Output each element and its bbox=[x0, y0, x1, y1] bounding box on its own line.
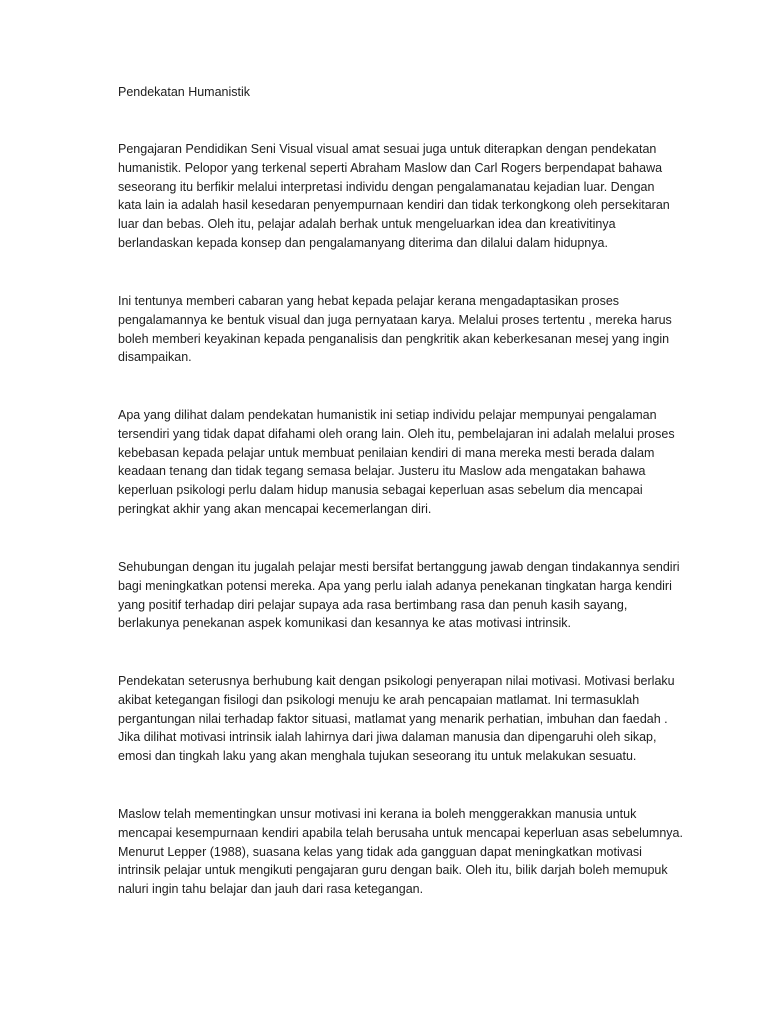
text-line: peringkat akhir yang akan mencapai kecemerlangan diri. bbox=[118, 501, 432, 516]
text-line: Pendekatan seterusnya berhubung kait dengan psikologi penyerapan nilai motivasi. Motivasi berlaku bbox=[118, 674, 675, 688]
text-line: berlakunya penekanan aspek komunikasi dan kesannya ke atas motivasi intrinsik. bbox=[118, 616, 572, 631]
text-line: luar dan bebas. Oleh itu, pelajar adalah berhak untuk mengeluarkan idea dan kreativitinya bbox=[118, 217, 616, 232]
text-line: mencapai kesempurnaan kendiri apabila telah berusaha untuk mencapai keperluan asas sebelumnya. bbox=[118, 825, 683, 840]
text-line: boleh memberi keyakinan kepada penganalisis dan pengkritik akan keberkesanan mesej yang ingin bbox=[118, 331, 670, 346]
paragraph-4 bbox=[118, 558, 680, 633]
text-line: kebebasan kepada pelajar untuk membuat penilaian kendiri di mana mereka mesti berada dalam bbox=[118, 445, 655, 460]
text-line: Menurut Lepper (1988), suasana kelas yang tidak ada gangguan dapat meningkatkan motivasi bbox=[118, 844, 642, 859]
text-line: Jika dilihat motivasi intrinsik ialah lahirnya dari jiwa dalaman manusia dan dipengaruhi oleh sikap, bbox=[118, 730, 657, 745]
paragraph-6 bbox=[118, 805, 683, 899]
text-line: disampaikan. bbox=[118, 350, 192, 365]
text-line: Maslow telah mementingkan unsur motivasi ini kerana ia boleh menggerakkan manusia untuk bbox=[118, 807, 637, 821]
paragraph-3 bbox=[118, 406, 675, 519]
text-line: Ini tentunya memberi cabaran yang hebat kepada pelajar kerana mengadaptasikan proses bbox=[118, 294, 620, 308]
text-line: pergantungan nilai terhadap faktor situasi, matlamat yang menarik perhatian, imbuhan dan faedah . bbox=[118, 711, 668, 726]
text-line: akibat ketegangan fisilogi dan psikologi menuju ke arah pencapaian matlamat. Ini termasuklah bbox=[118, 692, 640, 707]
document-title: Pendekatan Humanistik bbox=[118, 85, 251, 99]
text-line: intrinsik pelajar untuk mengikuti pengajaran guru dengan baik. Oleh itu, bilik darjah boleh memupuk bbox=[118, 863, 668, 878]
paragraph-5 bbox=[118, 672, 675, 766]
text-line: yang positif terhadap diri pelajar supaya ada rasa bertimbang rasa dan penuh kasih sayang, bbox=[118, 597, 628, 612]
text-line: bagi meningkatkan potensi mereka. Apa yang perlu ialah adanya penekanan tingkatan harga kendiri bbox=[118, 578, 672, 593]
text-line: humanistik. Pelopor yang terkenal seperti Abraham Maslow dan Carl Rogers berpendapat bahawa bbox=[118, 160, 663, 175]
text-line: Pengajaran Pendidikan Seni Visual visual amat sesuai juga untuk diterapkan dengan pendekatan bbox=[118, 142, 657, 156]
paragraph-1 bbox=[118, 140, 670, 253]
text-line: Sehubungan dengan itu jugalah pelajar mesti bersifat bertanggung jawab dengan tindakannya sendiri bbox=[118, 560, 680, 574]
text-line: pengalamannya ke bentuk visual dan juga pernyataan karya. Melalui proses tertentu , mereka harus bbox=[118, 312, 672, 327]
text-line: naluri ingin tahu belajar dan jauh dari rasa ketegangan. bbox=[118, 882, 424, 897]
text-line: keadaan tenang dan tidak tegang semasa belajar. Justeru itu Maslow ada mengatakan bahawa bbox=[118, 464, 646, 479]
text-line: Apa yang dilihat dalam pendekatan humanistik ini setiap individu pelajar mempunyai pengalaman bbox=[118, 408, 657, 422]
text-line: tersendiri yang tidak dapat difahami oleh orang lain. Oleh itu, pembelajaran ini adalah melalui proses bbox=[118, 426, 675, 441]
text-line: keperluan psikologi perlu dalam hidup manusia sebagai keperluan asas sebelum dia mencapai bbox=[118, 483, 643, 498]
paragraph-2 bbox=[118, 292, 672, 367]
text-line: emosi dan tingkah laku yang akan menghala tujukan seseorang itu untuk melakukan sesuatu. bbox=[118, 749, 637, 764]
text-line: kata lain ia adalah hasil kesedaran penyempurnaan kendiri dan tidak terkongkong oleh persekitaran bbox=[118, 198, 670, 213]
text-line: seseorang itu berfikir melalui interpretasi individu dengan pengalamanatau kejadian luar. Dengan bbox=[118, 179, 655, 194]
text-line: berlandaskan kepada konsep dan pengalamanyang diterima dan dilalui dalam hidupnya. bbox=[118, 235, 608, 250]
